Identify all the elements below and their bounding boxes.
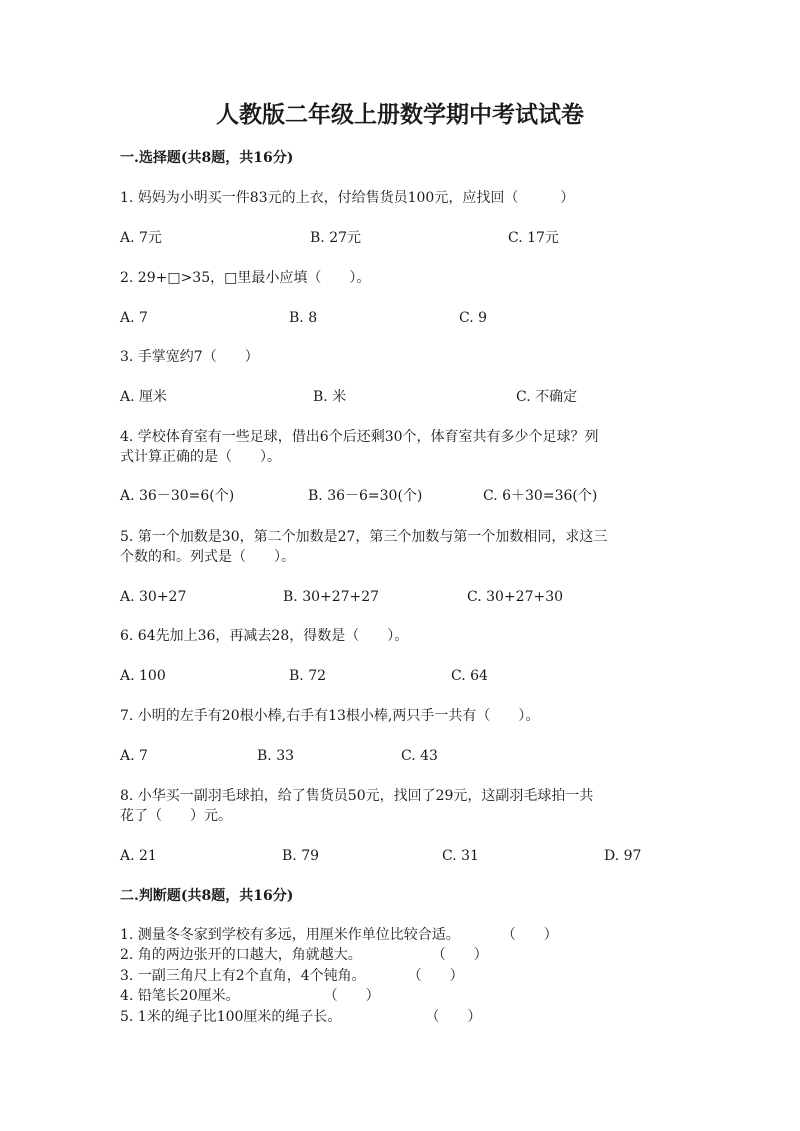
question-8-option-d: D. 97 — [604, 848, 642, 864]
question-4-option-b: B. 36－6=30(个) — [308, 488, 423, 504]
question-2-option-a: A. 7 — [120, 310, 148, 326]
question-3-option-c: C. 不确定 — [516, 389, 578, 405]
question-8-stem-line1: 8. 小华买一副羽毛球拍，给了售货员50元，找回了29元，这副羽毛球拍一共 — [120, 788, 594, 804]
question-6-stem: 6. 64先加上36，再减去28，得数是（ ）。 — [120, 628, 409, 644]
question-5-option-c: C. 30+27+30 — [467, 589, 564, 605]
section-heading-judgement: 二.判断题(共8题，共16分) — [120, 888, 294, 904]
question-7-option-b: B. 33 — [257, 748, 295, 764]
question-5-option-b: B. 30+27+27 — [283, 589, 380, 605]
question-4-option-c: C. 6＋30=36(个) — [483, 488, 598, 504]
question-6-option-a: A. 100 — [120, 668, 166, 684]
question-1-stem: 1. 妈妈为小明买一件83元的上衣，付给售货员100元，应找回（ ） — [120, 190, 575, 206]
question-2-option-b: B. 8 — [289, 310, 318, 326]
question-8-stem-line2: 花了（ ）元。 — [120, 808, 232, 824]
judgement-item-3: 3. 一副三角尺上有2个直角，4个钝角。 （ ） — [120, 968, 464, 984]
question-8-option-c: C. 31 — [442, 848, 479, 864]
question-5-stem-line2: 个数的和。列式是（ ）。 — [120, 549, 295, 565]
question-4-option-a: A. 36－30=6(个) — [120, 488, 235, 504]
question-6-option-b: B. 72 — [289, 668, 327, 684]
judgement-item-1: 1. 测量冬冬家到学校有多远，用厘米作单位比较合适。 （ ） — [120, 927, 558, 943]
question-1-option-c: C. 17元 — [508, 230, 559, 246]
question-4-stem-line1: 4. 学校体育室有一些足球，借出6个后还剩30个，体育室共有多少个足球？列 — [120, 429, 599, 445]
question-8-option-b: B. 79 — [282, 848, 320, 864]
question-7-option-c: C. 43 — [401, 748, 438, 764]
judgement-item-4: 4. 铅笔长20厘米。 （ ） — [120, 988, 380, 1004]
question-3-option-b: B. 米 — [313, 389, 347, 405]
judgement-item-5: 5. 1米的绳子比100厘米的绳子长。 （ ） — [120, 1009, 482, 1025]
section-heading-choice: 一.选择题(共8题，共16分) — [120, 150, 294, 166]
question-8-option-a: A. 21 — [120, 848, 157, 864]
judgement-item-2: 2. 角的两边张开的口越大，角就越大。 （ ） — [120, 947, 488, 963]
page-title: 人教版二年级上册数学期中考试试卷 — [216, 101, 584, 128]
question-3-option-a: A. 厘米 — [120, 389, 168, 405]
question-3-stem: 3. 手掌宽约7（ ） — [120, 349, 259, 365]
question-5-option-a: A. 30+27 — [120, 589, 187, 605]
question-1-option-a: A. 7元 — [120, 230, 162, 246]
question-2-stem: 2. 29+□>35，□里最小应填（ ）。 — [120, 270, 371, 286]
question-1-option-b: B. 27元 — [310, 230, 362, 246]
question-4-stem-line2: 式计算正确的是（ ）。 — [120, 449, 281, 465]
question-5-stem-line1: 5. 第一个加数是30，第二个加数是27，第三个加数与第一个加数相同，求这三 — [120, 529, 608, 545]
question-2-option-c: C. 9 — [459, 310, 488, 326]
question-6-option-c: C. 64 — [451, 668, 488, 684]
question-7-option-a: A. 7 — [120, 748, 148, 764]
question-7-stem: 7. 小明的左手有20根小棒,右手有13根小棒,两只手一共有（ ）。 — [120, 708, 540, 724]
